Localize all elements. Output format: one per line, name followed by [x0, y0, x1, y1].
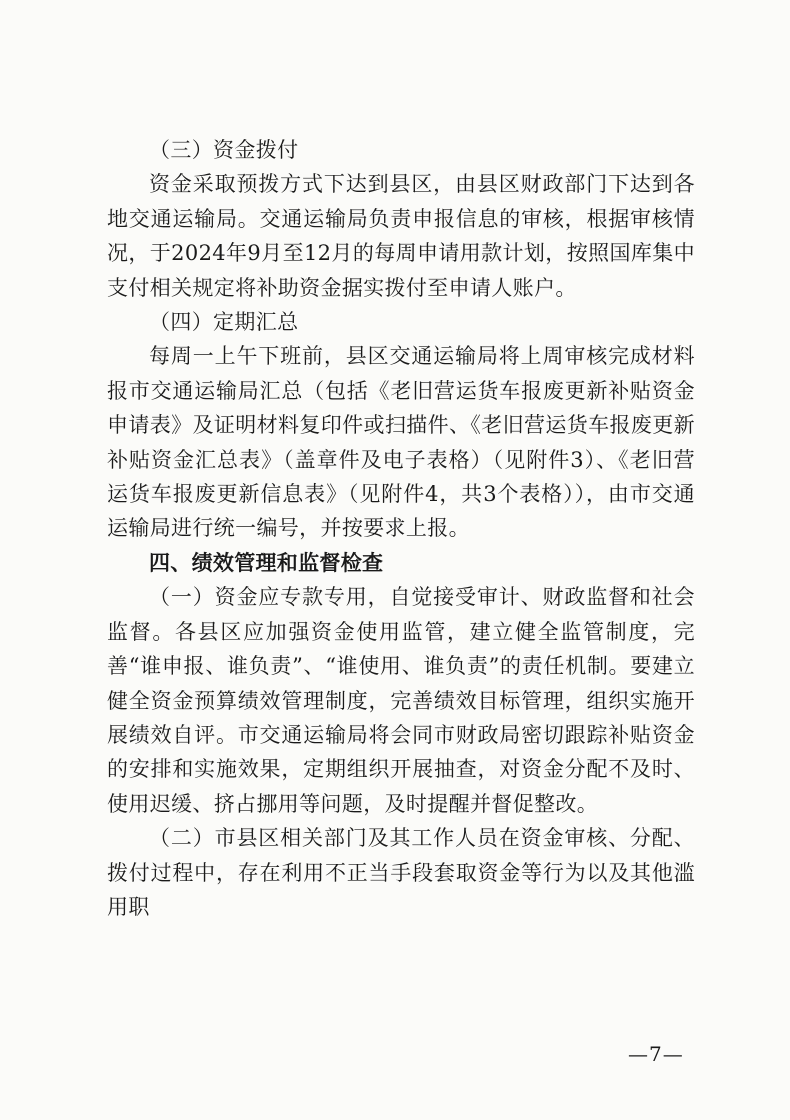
document-body	[107, 133, 695, 924]
paragraph-fund-disbursement: 资金采取预拨方式下达到县区，由县区财政部门下达到各地交通运输局。交通运输局负责申报信息的审核，根据审核情况，于2024年9月至12月的每周申请用款计划，按照国库集中支付相关规定将补助资金据实拨付至申请人账户。	[107, 172, 695, 300]
chapter-heading-performance-supervision: 四、绩效管理和监督检查	[149, 550, 384, 575]
paragraph-special-fund-use: （一）资金应专款专用，自觉接受审计、财政监督和社会监督。各县区应加强资金使用监管，建立健全监管制度，完善“谁申报、谁负责”、“谁使用、谁负责”的责任机制。要建立健全资金预算绩效管理制度，完善绩效目标管理，组织实施开展绩效自评。市交通运输局将会同市财政局密切跟踪补贴资金的安排和实施效果，定期组织开展抽查，对资金分配不及时、使用迟缓、挤占挪用等问题，及时提醒并督促整改。	[107, 585, 695, 816]
section-heading-periodic-summary: （四）定期汇总	[149, 310, 299, 335]
paragraph-periodic-summary: 每周一上午下班前，县区交通运输局将上周审核完成材料报市交通运输局汇总（包括《老旧营运货车报废更新补贴资金申请表》及证明材料复印件或扫描件、《老旧营运货车报废更新补贴资金汇总表》（盖章件及电子表格）（见附件3）、《老旧营运货车报废更新信息表》（见附件4，共3个表格）），由市交通运输局进行统一编号，并按要求上报。	[107, 344, 695, 541]
paragraph-staff-accountability: （二）市县区相关部门及其工作人员在资金审核、分配、拨付过程中，存在利用不正当手段套取资金等行为以及其他滥用职	[107, 826, 695, 919]
section-heading-fund-disbursement: （三）资金拨付	[149, 138, 299, 162]
page-number: —7—	[628, 1042, 684, 1066]
